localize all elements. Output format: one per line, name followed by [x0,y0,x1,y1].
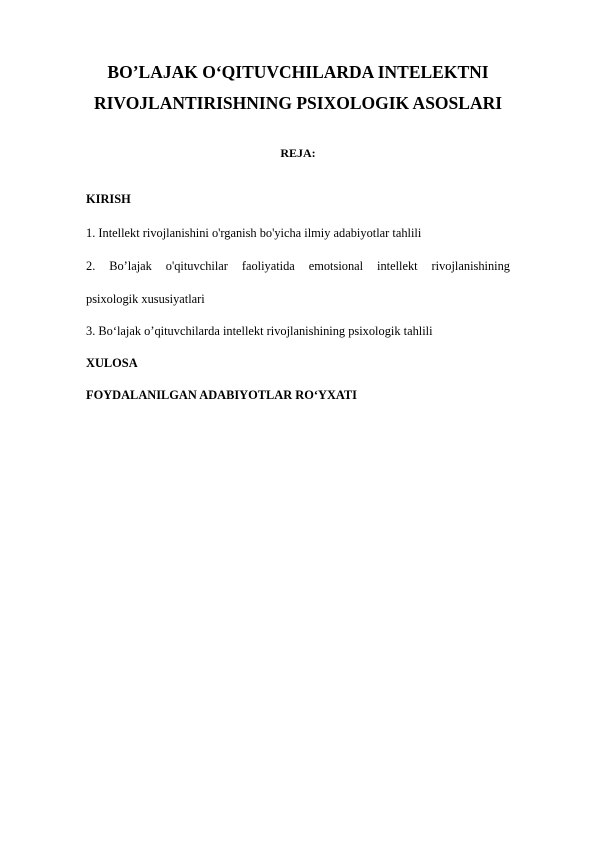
plan-item-references: FOYDALANILGAN ADABIYOTLAR RO‘YXATI [86,388,358,402]
plan-heading: REJA: [280,146,316,160]
plan-item-introduction: KIRISH [86,192,131,206]
document-title-line-2: RIVOJLANTIRISHNING PSIXOLOGIK ASOSLARI [93,93,503,113]
document-title-line-1: BO’LAJAK O‘QITUVCHILARDA INTELEKTNI [107,62,489,82]
plan-item-2-line-1: 2. Bo’lajak o'qituvchilar faoliyatida emotsional intellekt rivojlanishining [86,259,510,273]
plan-item-3: 3. Bo‘lajak o’qituvchilarda intellekt rivojlanishining psixologik tahlili [86,324,433,338]
plan-item-1: 1. Intellekt rivojlanishini o'rganish bo'yicha ilmiy adabiyotlar tahlili [86,226,422,240]
plan-item-conclusion: XULOSA [86,356,138,370]
plan-item-2-line-2: psixologik xususiyatlari [86,292,205,306]
